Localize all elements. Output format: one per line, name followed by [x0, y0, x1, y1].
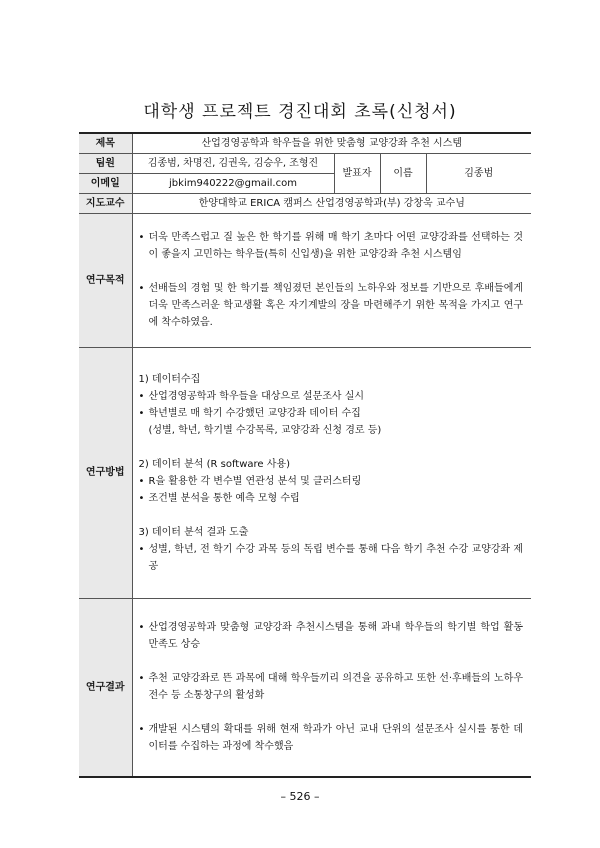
- method-label: 연구방법: [79, 347, 132, 598]
- team-row: [79, 153, 531, 173]
- method-bullet: • R을 활용한 각 변수별 연관성 분석 및 클러스터링: [139, 473, 524, 490]
- method-row: [79, 347, 531, 598]
- email-value[interactable]: jbkim940222@gmail.com: [132, 173, 334, 193]
- method-content: [132, 347, 531, 598]
- team-value: 김종범, 차명진, 김권욱, 김승우, 조형진: [132, 153, 334, 173]
- subject-label: 제목: [79, 133, 132, 153]
- purpose-bullet: • 더욱 만족스럽고 질 높은 한 학기를 위해 매 학기 초마다 어떤 교양강좌를 선택하는 것이 좋을지 고민하는 학우들(특히 신입생)을 위한 교양강좌 추천 시스템임: [139, 229, 524, 263]
- advisor-row: [79, 193, 531, 213]
- email-label: 이메일: [79, 173, 132, 193]
- purpose-bullet: • 선배들의 경험 및 한 학기를 책임졌던 본인들의 노하우와 정보를 기반으로 후배들에게 더욱 만족스러운 학교생활 혹은 자기계발의 장을 마련해주기 위한 목적을 가지고 연구에 착수하였음.: [139, 280, 524, 331]
- method-bullet: • 조건별 분석을 통한 예측 모형 수립: [139, 490, 524, 507]
- method-step-title: 3) 데이터 분석 결과 도출: [138, 526, 249, 538]
- page-title: 대학생 프로젝트 경진대회 초록(신청서): [143, 102, 457, 122]
- method-bullet: • 산업경영공학과 학우들을 대상으로 설문조사 실시: [139, 388, 524, 405]
- purpose-content: [132, 213, 531, 347]
- method-step-title: 1) 데이터수집: [138, 373, 201, 385]
- purpose-row: [79, 213, 531, 347]
- advisor-value: 한양대학교 ERICA 캠퍼스 산업경영공학과(부) 강창욱 교수님: [132, 193, 531, 213]
- results-content: [132, 598, 531, 777]
- results-bullet: • 개발된 시스템의 확대를 위해 현재 학과가 아닌 교내 단위의 설문조사 실시를 통한 데이터를 수집하는 과정에 착수했음: [139, 721, 524, 755]
- subject-value: 산업경영공학과 학우들을 위한 맞춤형 교양강좌 추천 시스템: [132, 133, 531, 153]
- page-number: – 526 –: [280, 790, 320, 803]
- purpose-label: 연구목적: [79, 213, 132, 347]
- name-label: 이름: [380, 153, 426, 193]
- method-bullet: • 성별, 학년, 전 학기 수강 과목 등의 독립 변수를 통해 다음 학기 추천 수강 교양강좌 제공: [139, 541, 524, 575]
- method-step-title: 2) 데이터 분석 (R software 사용): [138, 458, 290, 470]
- results-row: [79, 598, 531, 777]
- method-bullet: • 학년별로 매 학기 수강했던 교양강좌 데이터 수집: [139, 405, 524, 422]
- results-bullet: • 추천 교양강좌로 뜬 과목에 대해 학우들끼리 의견을 공유하고 또한 선·후배들의 노하우 전수 등 소통창구의 활성화: [139, 670, 524, 704]
- presenter-label: 발표자: [334, 153, 380, 193]
- results-label: 연구결과: [79, 598, 132, 777]
- results-bullet: • 산업경영공학과 맞춤형 교양강좌 추천시스템을 통해 과내 학우들의 학기별 학업 활동 만족도 상승: [139, 619, 524, 653]
- subject-row: [79, 133, 531, 153]
- advisor-label: 지도교수: [79, 193, 132, 213]
- presenter-name: 김종범: [426, 153, 531, 193]
- method-note: (성별, 학년, 학기별 수강목록, 교양강좌 신청 경로 등): [148, 424, 382, 436]
- abstract-form-table: [79, 132, 531, 778]
- team-label: 팀원: [79, 153, 132, 173]
